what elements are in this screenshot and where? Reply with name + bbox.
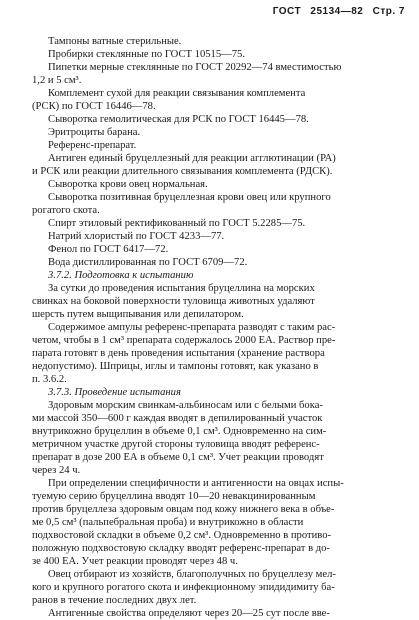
- text-line: Сыворотка гемолитическая для РСК по ГОСТ 16445—78.: [48, 114, 309, 125]
- text-line: Пипетки мерные стеклянные по ГОСТ 20292—74 вместимостью: [48, 62, 342, 73]
- text-line: свинках на боковой поверхности туловища животных удаляют: [32, 296, 315, 307]
- text-line: Сыворотка позитивная бруцеллезная крови овец или крупного: [48, 192, 331, 203]
- text-line: 3.7.3. Проведение испытания: [48, 387, 181, 398]
- text-line: положную подхвостовую складку вводят референс-препарат в до-: [32, 543, 330, 554]
- text-line: через 24 ч.: [32, 465, 81, 476]
- text-line: внутрикожно бруцеллин в объеме 0,1 см³. Одновременно на сим-: [32, 426, 327, 437]
- text-line: метричном участке другой стороны туловища вводят референс-: [32, 439, 320, 450]
- header-standard-number: 25134—82: [310, 6, 364, 17]
- text-line: (РСК) по ГОСТ 16446—78.: [32, 101, 156, 112]
- text-line: 3.7.2. Подготовка к испытанию: [48, 270, 194, 281]
- text-line: Вода дистиллированная по ГОСТ 6709—72.: [48, 257, 248, 268]
- text-line: ранов в течение последних двух лет.: [32, 595, 197, 606]
- text-line: Пробирки стеклянные по ГОСТ 10515—75.: [48, 49, 245, 60]
- header-page-number: Стр. 7: [372, 6, 405, 17]
- text-line: Сыворотка крови овец нормальная.: [48, 179, 208, 190]
- text-line: Спирт этиловый ректификованный по ГОСТ 5.2285—75.: [48, 218, 306, 229]
- text-line: ме 0,5 см³ (пальпебральная проба) и внутрикожно в области: [32, 517, 304, 528]
- text-line: Антиген единый бруцеллезный для реакции агглютинации (РА): [48, 153, 336, 164]
- header-gost: ГОСТ: [272, 6, 302, 17]
- text-line: Тампоны ватные стерильные.: [48, 36, 182, 47]
- text-line: ми массой 350—600 г каждая вводят в депилированный участок: [32, 413, 323, 424]
- text-line: четом, чтобы в 1 см³ препарата содержалось 2000 ЕА. Раствор пре-: [32, 335, 336, 346]
- text-line: рогатого скота.: [32, 205, 100, 216]
- text-line: препарат в дозе 200 ЕА в объеме 0,1 см³. Учет реакции проводят: [32, 452, 324, 463]
- document-body: [32, 35, 402, 620]
- text-line: При определении специфичности и антигенности на овцах испы-: [48, 478, 344, 489]
- text-line: Референс-препарат.: [48, 140, 137, 151]
- text-line: За сутки до проведения испытания бруцеллина на морских: [48, 283, 315, 294]
- text-line: парата готовят в день проведения испытания (хранение раствора: [32, 348, 325, 359]
- text-line: Фенол по ГОСТ 6417—72.: [48, 244, 169, 255]
- text-line: зе 400 ЕА. Учет реакции проводят через 48 ч.: [32, 556, 238, 567]
- text-line: и РСК или реакции длительного связывания комплемента (РДСК).: [32, 166, 333, 177]
- text-line: п. 3.6.2.: [32, 374, 67, 385]
- text-line: Овец отбирают из хозяйств, благополучных по бруцеллезу мел-: [48, 569, 336, 580]
- text-line: шерсть путем выщипывания или депилатором.: [32, 309, 244, 320]
- text-line: туемую серию бруцеллина вводят 10—20 невакцинированным: [32, 491, 316, 502]
- text-line: Комплемент сухой для реакции связывания комплемента: [48, 88, 306, 99]
- page-header: [267, 6, 405, 17]
- text-line: Содержимое ампулы референс-препарата разводят с таким рас-: [48, 322, 336, 333]
- text-line: Эритроциты барана.: [48, 127, 141, 138]
- text-line: Здоровым морским свинкам-альбиносам или с белыми бока-: [48, 400, 323, 411]
- text-line: Антигенные свойства определяют через 20—25 сут после вве-: [48, 608, 330, 619]
- text-line: Натрий хлористый по ГОСТ 4233—77.: [48, 231, 225, 242]
- text-line: недопустимо). Шприцы, иглы и тампоны готовят, как указано в: [32, 361, 319, 372]
- text-line: кого и крупного рогатого скота и инфекционному эпидидимиту ба-: [32, 582, 335, 593]
- text-line: подхвостовой складки в объеме 0,2 см³. Одновременно в противо-: [32, 530, 332, 541]
- text-line: 1,2 и 5 см³.: [32, 75, 82, 86]
- text-line: против бруцеллеза здоровым овцам под кожу нижнего века в объе-: [32, 504, 335, 515]
